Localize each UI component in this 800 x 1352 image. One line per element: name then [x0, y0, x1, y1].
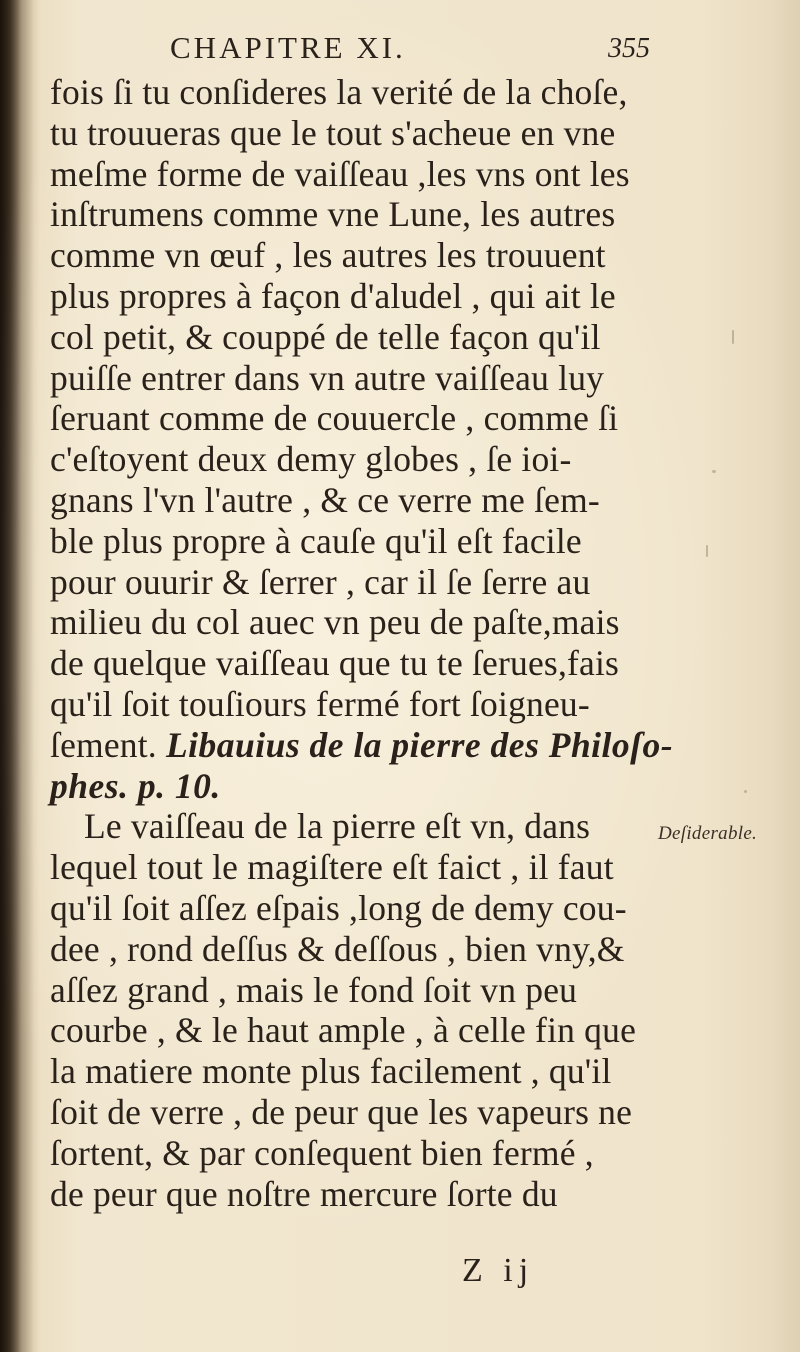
text-line: la matiere monte plus facilement , qu'il	[50, 1051, 612, 1092]
text-line-citation	[50, 724, 674, 766]
text-line: de peur que noſtre mercure ſorte du	[50, 1173, 558, 1214]
text-line: aſſez grand , mais le fond ſoit vn peu	[50, 969, 578, 1010]
paragraph-start-line: Le vaiſſeau de la pierre eſt vn, dans	[84, 806, 591, 847]
margin-note: Deſiderable.	[658, 823, 758, 844]
text-line: plus propres à façon d'aludel , qui ait le	[50, 275, 616, 316]
text-line: milieu du col auec vn peu de paſte,mais	[50, 602, 620, 643]
paper-speck	[712, 470, 716, 473]
text-line: qu'il ſoit touſiours fermé fort ſoigneu-	[50, 683, 590, 724]
paper-speck	[706, 545, 708, 557]
page-number: 355	[608, 33, 650, 64]
text-line: puiſſe entrer dans vn autre vaiſſeau luy	[50, 357, 605, 398]
text-line: col petit, & couppé de telle façon qu'il	[50, 316, 601, 357]
text-line: lequel tout le magiſtere eſt faict , il faut	[50, 847, 614, 888]
running-head	[170, 30, 650, 70]
text-line-citation-end	[50, 766, 660, 807]
text-line: gnans l'vn l'autre , & ce verre me ſem-	[50, 479, 600, 520]
text-line: comme vn œuf , les autres les trouuent	[50, 235, 606, 276]
spine-shadow	[0, 0, 34, 1352]
text-line: ſoit de verre , de peur que les vapeurs ne	[50, 1091, 633, 1132]
text-line: fois ſi tu conſideres la verité de la choſe,	[50, 72, 628, 112]
text-line: inſtrumens comme vne Lune, les autres	[50, 194, 616, 235]
text-line: dee , rond deſſus & deſſous , bien vny,&	[50, 928, 625, 969]
chapter-title: CHAPITRE XI.	[170, 30, 406, 65]
text-line: pour ouurir & ſerrer , car il ſe ſerre au	[50, 561, 591, 602]
body-text	[50, 72, 674, 1214]
text-line: courbe , & le haut ample , à celle fin que	[50, 1010, 637, 1051]
line-start: ſement.	[50, 724, 157, 765]
text-line: tu trouueras que le tout s'acheue en vne	[50, 112, 616, 153]
paper-speck	[732, 330, 734, 344]
paper-speck	[744, 790, 747, 793]
text-line: c'eſtoyent deux demy globes , ſe ioi-	[50, 439, 572, 480]
text-line: qu'il ſoit aſſez eſpais ,long de demy cou-	[50, 887, 627, 928]
text-line: ſortent, & par conſequent bien fermé ,	[50, 1132, 594, 1173]
citation-end: phes. p. 10.	[50, 765, 221, 806]
text-line: de quelque vaiſſeau que tu te ſerues,fais	[50, 643, 620, 684]
text-line: meſme forme de vaiſſeau ,les vns ont les	[50, 153, 630, 194]
text-line: ſeruant comme de couuercle , comme ſi	[50, 398, 619, 439]
text-line: ble plus propre à cauſe qu'il eſt facile	[50, 520, 582, 561]
citation: Libauius de la pierre des Philoſo-	[165, 724, 674, 765]
signature-mark: Z ij	[462, 1252, 535, 1289]
